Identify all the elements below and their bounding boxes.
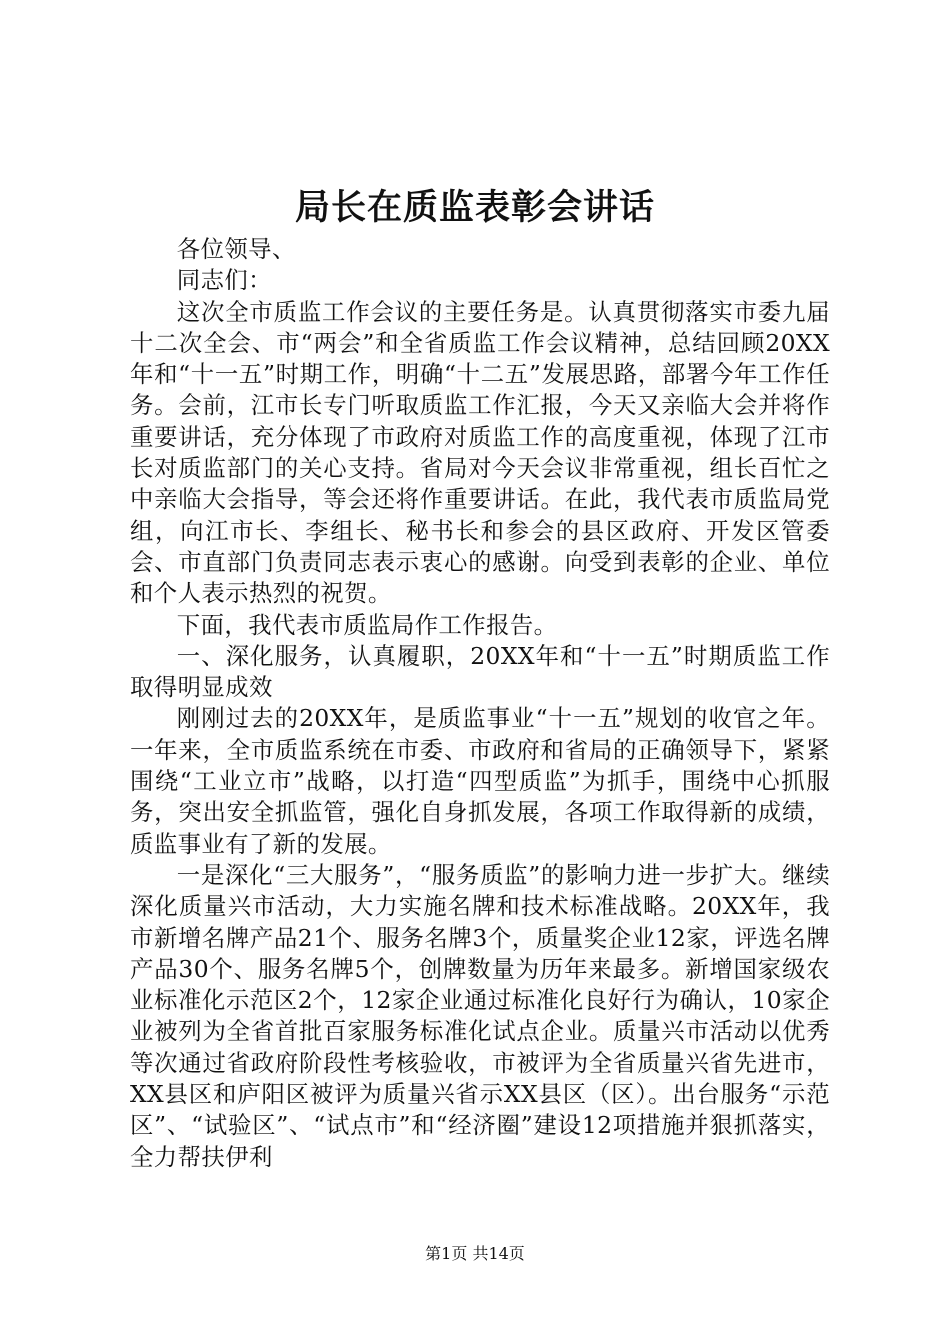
page-number-footer: 第1页 共14页 bbox=[425, 1244, 525, 1263]
body-paragraph: 刚刚过去的20XX年，是质监事业“十一五”规划的收官之年。一年来，全市质监系统在市委、市政府和省局的正确领导下，紧紧围绕“工业立市”战略，以打造“四型质监”为抓手，围绕中心抓服务，突出安全抓监管，强化自身抓发展，各项工作取得新的成绩，质监事业有了新的发展。 bbox=[130, 704, 830, 858]
salutation-comrades: 同志们： bbox=[176, 266, 272, 295]
body-paragraph: 下面，我代表市质监局作工作报告。 bbox=[176, 610, 558, 639]
document-title: 局长在质监表彰会讲话 bbox=[294, 187, 655, 228]
document-body bbox=[130, 234, 830, 1173]
body-paragraph: 这次全市质监工作会议的主要任务是。认真贯彻落实市委九届十二次全会、市“两会”和全省质监工作会议精神，总结回顾20XX年和“十一五”时期工作，明确“十二五”发展思路，部署今年工作任务。会前，江市长专门听取质监工作汇报，今天又亲临大会并将作重要讲话，充分体现了市政府对质监工作的高度重视，体现了江市长对质监部门的关心支持。省局对今天会议非常重视，组长百忙之中亲临大会指导，等会还将作重要讲话。在此，我代表市质监局党组，向江市长、李组长、秘书长和参会的县区政府、开发区管委会、市直部门负责同志表示衷心的感谢。向受到表彰的企业、单位和个人表示热烈的祝贺。 bbox=[130, 297, 830, 608]
section-heading: 一、深化服务，认真履职，20XX年和“十一五”时期质监工作取得明显成效 bbox=[130, 641, 830, 702]
salutation-leaders: 各位领导、 bbox=[176, 235, 296, 263]
body-paragraph: 一是深化“三大服务”，“服务质监”的影响力进一步扩大。继续深化质量兴市活动，大力实施名牌和技术标准战略。20XX年，我市新增名牌产品21个、服务名牌3个，质量奖企业12家，评选名牌产品30个、服务名牌5个，创牌数量为历年来最多。新增国家级农业标准化示范区2个，12家企业通过标准化良好行为确认，10家企业被列为全省首批百家服务标准化试点企业。质量兴市活动以优秀等次通过省政府阶段性考核验收，市被评为全省质量兴省先进市，XX县区和庐阳区被评为质量兴省示XX县区（区）。出台服务“示范区”、“试验区”、“试点市”和“经济圈”建设12项措施并狠抓落实，全力帮扶伊利 bbox=[130, 860, 830, 1171]
